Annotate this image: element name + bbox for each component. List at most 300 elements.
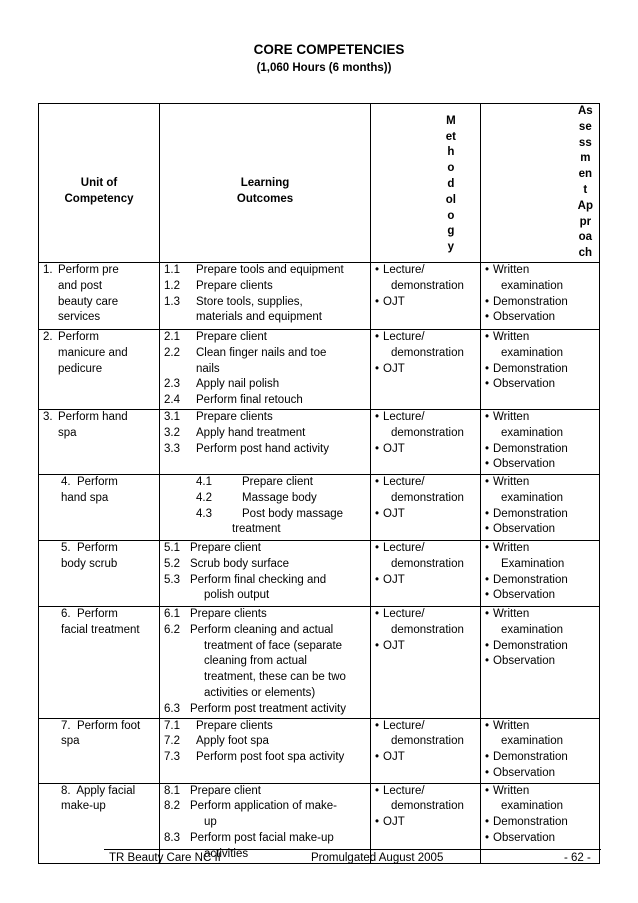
methodology-cell	[371, 262, 481, 329]
assessment-cell	[481, 474, 600, 540]
assessment-text: examination	[501, 426, 564, 439]
outcome-text: Prepare client	[190, 541, 261, 554]
header-outcomes-line: Learning	[240, 177, 290, 190]
unit-line: spa	[58, 426, 77, 439]
outcome-line	[164, 750, 368, 766]
assessment-text: examination	[501, 279, 564, 292]
outcome-line	[164, 346, 368, 362]
outcome-text: Store tools, supplies,	[196, 295, 303, 308]
method-item	[375, 475, 478, 491]
method-item	[375, 541, 478, 557]
table-row	[39, 329, 600, 409]
header-methodology-letters: g	[447, 225, 455, 238]
method-text: Lecture/	[383, 541, 425, 554]
assessment-text: Written	[493, 330, 530, 343]
method-text: OJT	[383, 507, 405, 520]
outcomes-cell	[160, 329, 371, 409]
header-methodology-letters: o	[447, 209, 455, 222]
assessment-item	[485, 639, 597, 655]
unit-line: facial treatment	[61, 623, 140, 636]
assessment-text: examination	[501, 735, 564, 748]
assessment-text: Examination	[501, 557, 565, 570]
outcome-line	[164, 734, 368, 750]
unit-cell	[39, 409, 160, 474]
bullet-icon: •	[485, 589, 490, 602]
assessment-cell	[481, 540, 600, 606]
unit-numbered	[43, 330, 157, 377]
methodology-cell	[371, 329, 481, 409]
outcome-line	[164, 393, 368, 409]
bullet-spacer	[375, 734, 383, 750]
outcome-number: 3.2	[164, 426, 180, 439]
outcome-text: Perform post foot spa activity	[196, 751, 345, 764]
assessment-text: examination	[501, 491, 564, 504]
assessment-item	[485, 279, 597, 295]
bullet-icon: •	[375, 507, 380, 520]
assessment-text: Observation	[493, 766, 556, 779]
unit-numbered	[43, 410, 157, 442]
method-item	[375, 799, 478, 815]
outcome-number	[164, 310, 196, 326]
page-subtitle: (1,060 Hours (6 months))	[256, 62, 392, 74]
unit-cell	[39, 262, 160, 329]
header-unit-line: Unit of	[80, 177, 118, 190]
bullet-icon: •	[485, 330, 490, 343]
method-item	[375, 491, 478, 507]
unit-cell	[39, 329, 160, 409]
method-text: demonstration	[391, 623, 464, 636]
outcomes-cell	[160, 540, 371, 606]
bullet-icon: •	[485, 362, 490, 375]
header-methodology-letters: ol	[445, 193, 456, 206]
outcome-text: up	[204, 816, 217, 829]
assessment-text: Observation	[493, 589, 556, 602]
bullet-spacer	[485, 279, 493, 295]
bullet-spacer	[485, 799, 493, 815]
bullet-icon: •	[485, 655, 490, 668]
assessment-text: Observation	[493, 655, 556, 668]
unit-cell	[39, 606, 160, 718]
assessment-item	[485, 734, 597, 750]
outcome-number: 1.1	[164, 263, 180, 276]
unit-line: 6. Perform	[61, 607, 118, 620]
method-text: OJT	[383, 362, 405, 375]
bullet-icon: •	[485, 816, 490, 829]
header-methodology-letters: y	[447, 241, 455, 254]
outcome-line	[164, 377, 368, 393]
table-row	[39, 540, 600, 606]
unit-cell	[39, 540, 160, 606]
assessment-item	[485, 346, 597, 362]
assessment-item	[485, 784, 597, 800]
outcome-text: polish output	[204, 589, 270, 602]
unit-number: 3.	[43, 410, 53, 423]
method-item	[375, 263, 478, 279]
outcome-text: Prepare client	[190, 784, 261, 797]
outcome-line	[186, 522, 368, 538]
outcome-text: Massage body	[242, 491, 317, 504]
outcome-number	[164, 670, 204, 686]
outcome-line	[164, 541, 368, 557]
assessment-item	[485, 831, 597, 847]
unit-cell	[39, 474, 160, 540]
outcome-number: 2.2	[164, 346, 180, 359]
outcome-number: 4.1	[196, 475, 212, 488]
unit-line: Perform hand	[58, 410, 128, 423]
assessment-text: examination	[501, 800, 564, 813]
assessment-item	[485, 457, 597, 473]
outcome-number: 6.1	[164, 607, 180, 620]
outcome-text: Scrub body surface	[190, 557, 290, 570]
bullet-icon: •	[375, 330, 380, 343]
outcome-text: Apply hand treatment	[196, 426, 306, 439]
outcome-line	[164, 831, 368, 847]
bullet-icon: •	[375, 784, 380, 797]
method-item	[375, 639, 478, 655]
outcome-number: 2.1	[164, 330, 180, 343]
outcome-text: Perform post facial make-up	[190, 831, 334, 844]
assessment-text: Observation	[493, 311, 556, 324]
bullet-icon: •	[375, 263, 380, 276]
bullet-spacer	[375, 623, 383, 639]
outcome-number: 4.3	[196, 507, 212, 520]
bullet-icon: •	[375, 541, 380, 554]
unit-line: hand spa	[61, 491, 109, 504]
method-text: demonstration	[391, 800, 464, 813]
assessment-item	[485, 491, 597, 507]
outcome-line	[164, 362, 368, 378]
table-row	[39, 409, 600, 474]
table-row	[39, 718, 600, 783]
assessment-cell	[481, 329, 600, 409]
outcome-number: 8.1	[164, 784, 180, 797]
method-item	[375, 330, 478, 346]
outcome-text: treatment	[232, 523, 281, 536]
method-item	[375, 750, 478, 766]
outcome-text: Prepare clients	[196, 279, 273, 292]
outcome-number	[164, 588, 204, 604]
method-text: Lecture/	[383, 330, 425, 343]
assessment-item	[485, 766, 597, 782]
method-text: Lecture/	[383, 263, 425, 276]
method-item	[375, 784, 478, 800]
assessment-item	[485, 750, 597, 766]
bullet-icon: •	[485, 442, 490, 455]
unit-line: Perform	[58, 330, 99, 343]
unit-text	[58, 330, 128, 377]
bullet-icon: •	[485, 784, 490, 797]
bullet-icon: •	[375, 475, 380, 488]
header-outcomes	[160, 104, 371, 263]
footer-left: TR Beauty Care NC II	[109, 852, 221, 864]
header-methodology-letters: M	[446, 114, 456, 127]
outcome-text: treatment, these can be two	[204, 671, 346, 684]
unit-number: 1.	[43, 263, 53, 276]
method-text: demonstration	[391, 279, 464, 292]
bullet-icon: •	[485, 295, 490, 308]
table-row	[39, 262, 600, 329]
bullet-icon: •	[485, 475, 490, 488]
outcome-text: Prepare clients	[196, 719, 273, 732]
assessment-text: Demonstration	[493, 751, 568, 764]
method-text: OJT	[383, 639, 405, 652]
method-text: demonstration	[391, 557, 464, 570]
bullet-icon: •	[375, 362, 380, 375]
method-item	[375, 426, 478, 442]
outcome-text: Clean finger nails and toe	[196, 346, 327, 359]
assessment-text: Observation	[493, 458, 556, 471]
outcome-text: Apply foot spa	[196, 735, 269, 748]
header-methodology-letters: h	[447, 146, 455, 159]
unit-line: spa	[61, 735, 80, 748]
outcome-text: Perform final checking and	[190, 573, 327, 586]
unit-line: manicure and	[58, 346, 128, 359]
method-item	[375, 346, 478, 362]
bullet-icon: •	[375, 751, 380, 764]
bullet-spacer	[375, 426, 383, 442]
header-assessment-letters: As	[577, 105, 593, 117]
outcome-line	[164, 410, 368, 426]
methodology-cell	[371, 606, 481, 718]
assessment-cell	[481, 409, 600, 474]
outcome-line	[164, 639, 368, 655]
method-text: OJT	[383, 295, 405, 308]
assessment-text: Demonstration	[493, 639, 568, 652]
method-item	[375, 734, 478, 750]
outcome-number: 1.3	[164, 295, 180, 308]
header-methodology-letters: et	[445, 130, 456, 143]
method-text: demonstration	[391, 735, 464, 748]
outcome-number: 5.3	[164, 573, 180, 586]
assessment-text: examination	[501, 346, 564, 359]
assessment-item	[485, 623, 597, 639]
assessment-text: Written	[493, 719, 530, 732]
methodology-cell	[371, 540, 481, 606]
outcome-line	[164, 557, 368, 573]
outcome-line	[196, 475, 368, 491]
outcome-number	[164, 815, 204, 831]
unit-line: services	[58, 311, 101, 324]
method-item	[375, 442, 478, 458]
method-item	[375, 815, 478, 831]
header-assessment-letters: pr	[579, 215, 592, 228]
bullet-icon: •	[375, 816, 380, 829]
assessment-item	[485, 588, 597, 604]
unit-line: pedicure	[58, 362, 103, 375]
outcome-line	[164, 607, 368, 623]
outcome-line	[164, 670, 368, 686]
assessment-item	[485, 475, 597, 491]
outcome-line	[164, 310, 368, 326]
outcome-number: 8.2	[164, 800, 180, 813]
assessment-item	[485, 557, 597, 573]
assessment-item	[485, 815, 597, 831]
outcome-line	[164, 815, 368, 831]
outcome-text: Perform post hand activity	[196, 442, 329, 455]
unit-cell	[39, 718, 160, 783]
outcome-text: activities	[204, 847, 249, 860]
method-item	[375, 573, 478, 589]
method-item	[375, 719, 478, 735]
outcome-text: Perform post treatment activity	[190, 702, 346, 715]
outcome-number: 8.3	[164, 831, 180, 844]
method-text: demonstration	[391, 346, 464, 359]
methodology-cell	[371, 474, 481, 540]
unit-text	[58, 410, 128, 442]
method-text: demonstration	[391, 426, 464, 439]
bullet-icon: •	[375, 719, 380, 732]
bullet-icon: •	[485, 507, 490, 520]
assessment-text: Written	[493, 607, 530, 620]
footer-center: Promulgated August 2005	[311, 852, 444, 864]
unit-line: make-up	[61, 800, 106, 813]
outcome-line	[164, 279, 368, 295]
outcome-text: Prepare clients	[196, 410, 273, 423]
outcome-number: 2.3	[164, 378, 180, 391]
method-item	[375, 557, 478, 573]
table-header-row	[39, 104, 600, 263]
bullet-icon: •	[375, 607, 380, 620]
assessment-text: Observation	[493, 523, 556, 536]
outcome-text: Prepare client	[242, 475, 313, 488]
assessment-item	[485, 654, 597, 670]
assessment-item	[485, 263, 597, 279]
header-assessment-letters: Ap	[577, 199, 593, 212]
bullet-spacer	[485, 623, 493, 639]
header-assessment-letters: t	[583, 183, 588, 196]
outcome-text: Prepare tools and equipment	[196, 263, 344, 276]
assessment-text: Written	[493, 541, 530, 554]
outcome-line	[196, 507, 368, 523]
bullet-spacer	[485, 491, 493, 507]
unit-line: body scrub	[61, 557, 118, 570]
bullet-icon: •	[485, 573, 490, 586]
header-unit-line: Competency	[64, 192, 134, 205]
bullet-icon: •	[485, 541, 490, 554]
method-text: Lecture/	[383, 719, 425, 732]
methodology-cell	[371, 409, 481, 474]
bullet-spacer	[375, 799, 383, 815]
outcome-number	[164, 654, 204, 670]
unit-line: and post	[58, 279, 103, 292]
outcome-line	[164, 295, 368, 311]
assessment-item	[485, 442, 597, 458]
table-row	[39, 474, 600, 540]
header-assessment-letters: ch	[578, 247, 593, 260]
header-methodology	[371, 104, 481, 263]
assessment-item	[485, 607, 597, 623]
outcome-number: 3.3	[164, 442, 180, 455]
assessment-text: Demonstration	[493, 442, 568, 455]
assessment-text: Observation	[493, 831, 556, 844]
outcome-line	[196, 491, 368, 507]
footer-rule	[104, 849, 601, 850]
assessment-item	[485, 310, 597, 326]
method-item	[375, 279, 478, 295]
bullet-icon: •	[375, 295, 380, 308]
assessment-text: Demonstration	[493, 816, 568, 829]
outcome-number: 2.4	[164, 394, 180, 407]
bullet-icon: •	[485, 751, 490, 764]
method-item	[375, 295, 478, 311]
outcome-number: 7.1	[164, 719, 180, 732]
outcome-number: 7.2	[164, 735, 180, 748]
outcome-number	[164, 639, 204, 655]
outcome-number: 4.2	[196, 491, 212, 504]
bullet-spacer	[485, 734, 493, 750]
competencies-table	[38, 103, 600, 864]
outcome-number: 7.3	[164, 751, 180, 764]
method-text: Lecture/	[383, 607, 425, 620]
bullet-spacer	[485, 557, 493, 573]
outcome-line	[164, 654, 368, 670]
bullet-icon: •	[485, 458, 490, 471]
assessment-text: Written	[493, 410, 530, 423]
outcome-number: 6.3	[164, 702, 180, 715]
bullet-spacer	[375, 557, 383, 573]
header-assessment-letters: se	[578, 120, 592, 133]
outcome-text: Perform cleaning and actual	[190, 623, 334, 636]
bullet-icon: •	[485, 719, 490, 732]
bullet-spacer	[375, 491, 383, 507]
outcome-text: nails	[196, 362, 220, 375]
method-text: Lecture/	[383, 410, 425, 423]
outcome-text: Prepare client	[196, 330, 267, 343]
assessment-item	[485, 541, 597, 557]
outcome-number: 3.1	[164, 410, 180, 423]
assessment-text: Written	[493, 263, 530, 276]
assessment-text: Written	[493, 784, 530, 797]
outcome-line	[164, 426, 368, 442]
method-text: OJT	[383, 442, 405, 455]
method-text: OJT	[383, 751, 405, 764]
outcome-line	[164, 588, 368, 604]
header-methodology-letters: d	[447, 178, 455, 191]
outcome-number: 1.2	[164, 279, 180, 292]
header-methodology-letters: o	[447, 162, 455, 175]
assessment-text: Written	[493, 475, 530, 488]
bullet-icon: •	[375, 410, 380, 423]
outcome-text: materials and equipment	[196, 311, 322, 324]
bullet-spacer	[485, 346, 493, 362]
outcomes-cell	[160, 718, 371, 783]
outcome-number: 6.2	[164, 623, 180, 636]
assessment-item	[485, 507, 597, 523]
header-assessment-letters: ss	[578, 136, 592, 149]
assessment-item	[485, 426, 597, 442]
unit-numbered	[43, 263, 157, 326]
bullet-icon: •	[485, 410, 490, 423]
bullet-icon: •	[375, 639, 380, 652]
unit-line: 7. Perform foot	[61, 719, 141, 732]
unit-line: 8. Apply facial	[61, 784, 136, 797]
outcome-line	[164, 573, 368, 589]
bullet-icon: •	[485, 831, 490, 844]
outcome-number: 5.2	[164, 557, 180, 570]
outcome-text: Apply nail polish	[196, 378, 280, 391]
unit-line: 5. Perform	[61, 541, 118, 554]
outcome-line	[164, 442, 368, 458]
outcome-text: Perform application of make-	[190, 800, 338, 813]
header-assessment-letters: oa	[578, 231, 593, 244]
assessment-cell	[481, 262, 600, 329]
bullet-icon: •	[485, 766, 490, 779]
outcome-number: 5.1	[164, 541, 180, 554]
assessment-item	[485, 362, 597, 378]
header-assessment-letters: m	[580, 152, 591, 165]
outcome-line	[164, 686, 368, 702]
method-text: OJT	[383, 573, 405, 586]
